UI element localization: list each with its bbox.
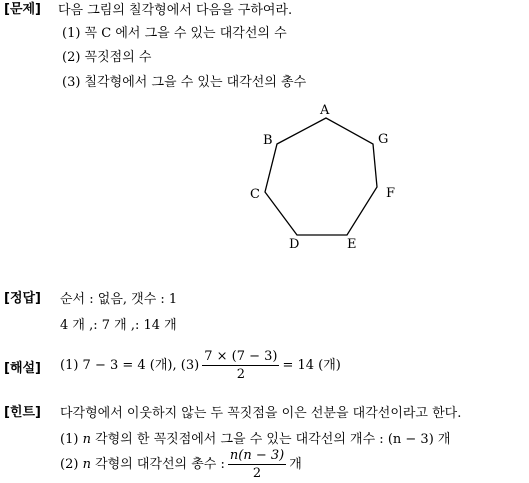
solution-fraction-denominator: 2 (236, 367, 245, 382)
problem-intro: 다음 그림의 칠각형에서 다음을 구하여라. (58, 3, 293, 18)
problem-item-1: (1) 꼭 C 에서 그을 수 있는 대각선의 수 (62, 26, 287, 41)
vertex-label-d: D (289, 237, 300, 252)
hint-line-2-expression: (n − 3) (387, 432, 434, 447)
answer-line-2: 4 개 ,: 7 개 ,: 14 개 (60, 318, 177, 333)
problem-item-2: (2) 꼭짓점의 수 (62, 50, 152, 65)
hint-tag: [힌트] (4, 405, 41, 420)
hint-fraction (228, 449, 286, 480)
vertex-label-b: B (263, 133, 273, 148)
hint-line-2-prefix: (1) (60, 432, 79, 447)
hint-line-1: 다각형에서 이웃하지 않는 두 꼭짓점을 이은 선분을 대각선이라고 한다. (60, 406, 462, 421)
hint-line-2-suffix: 개 (437, 432, 451, 447)
vertex-label-a: A (320, 103, 330, 118)
vertex-label-g: G (378, 132, 389, 147)
hint-line-2-text: 각형의 한 꼭짓점에서 그을 수 있는 대각선의 개수 : (95, 432, 384, 447)
hint-line-3 (60, 449, 302, 480)
answer-line-1: 순서 : 없음, 갯수 : 1 (60, 292, 178, 307)
hint-fraction-denominator: 2 (252, 466, 262, 481)
hint-line-2-variable: n (82, 432, 91, 447)
hint-line-3-suffix: 개 (289, 457, 302, 472)
vertex-label-c: C (250, 187, 260, 202)
hint-line-3-text: 각형의 대각선의 총수 : (95, 457, 225, 472)
solution-fraction-numerator: 7 × (7 − 3) (204, 349, 278, 364)
hint-line-3-prefix: (2) (60, 457, 79, 472)
solution-line (60, 350, 341, 381)
answer-tag: [정답] (4, 291, 41, 306)
heptagon-shape (265, 118, 377, 235)
solution-tag: [해설] (4, 361, 41, 376)
hint-line-3-variable: n (82, 457, 91, 472)
solution-fraction (202, 350, 279, 381)
problem-tag: [문제] (4, 2, 41, 17)
solution-part-1: (1) 7 − 3 = 4 (개), (3) (60, 358, 200, 373)
problem-item-3: (3) 칠각형에서 그을 수 있는 대각선의 총수 (62, 75, 307, 90)
solution-part-2: = 14 (개) (282, 358, 341, 373)
vertex-label-f: F (386, 186, 396, 201)
vertex-label-e: E (347, 237, 357, 252)
hint-fraction-numerator: n(n − 3) (229, 448, 285, 463)
hint-line-2 (60, 433, 450, 446)
